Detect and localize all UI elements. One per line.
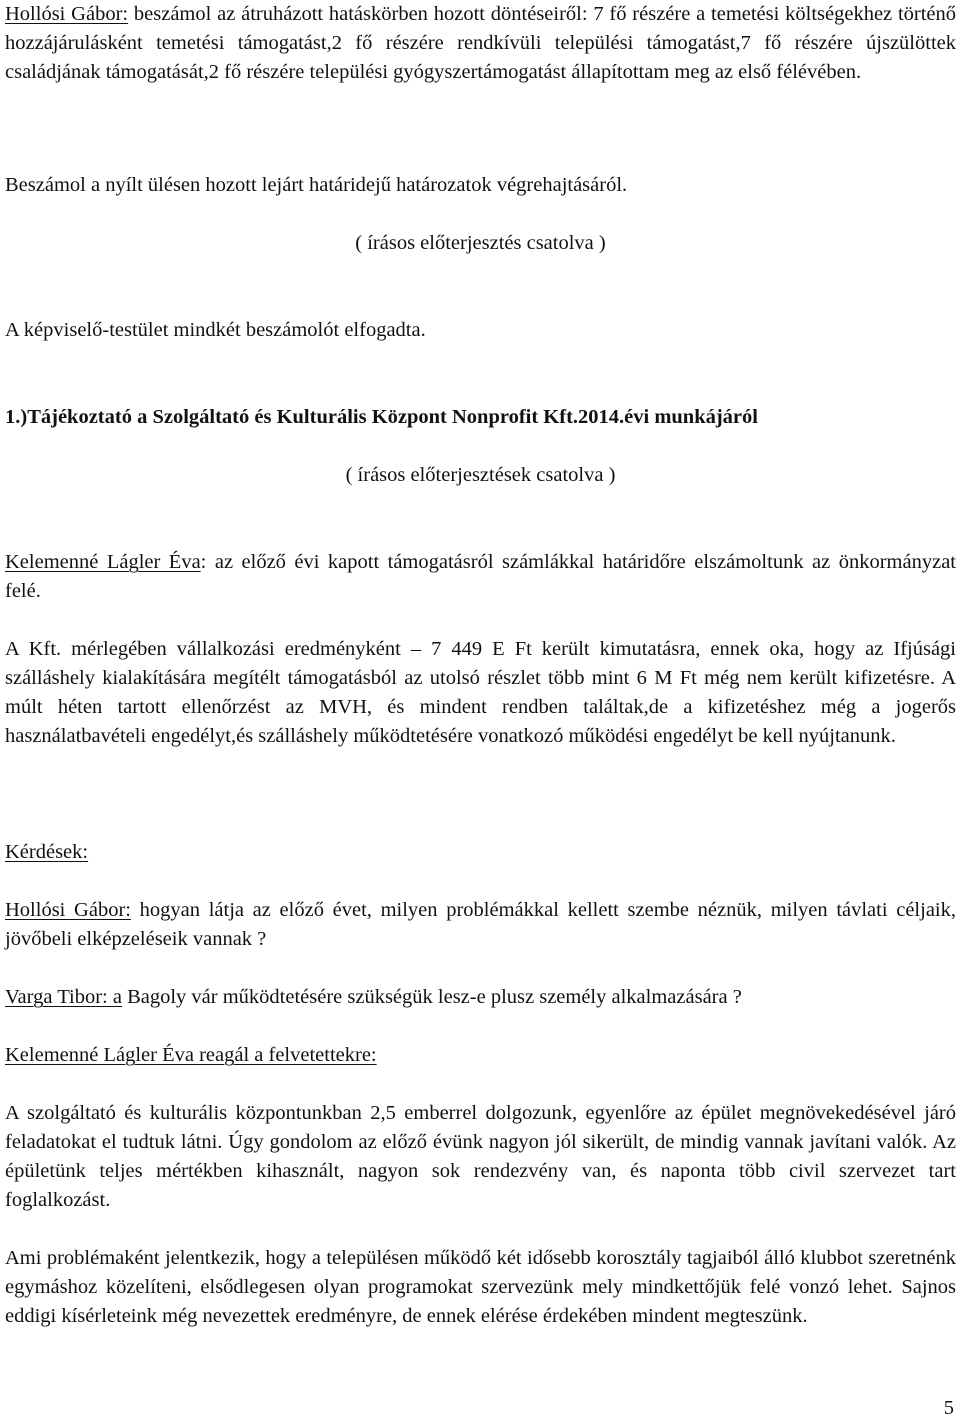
financial-paragraph: A Kft. mérlegében vállalkozási eredményként – 7 449 E Ft került kimutatásra, ennek oka, hogy az Ifjúsági szálláshely kialakítására megítélt támogatásból az utolsó részlet több mint 6 M Ft még nem került kifizetésre. A múlt héten tartott ellenőrzést az MVH, és mindent rendben találtak,de a kifizetéshez még a jogerős használatbavételi engedélyt,és szálláshely működtetésére vonatkozó működési engedélyt be kell nyújtanunk. xyxy=(5,638,956,747)
speaker-name: Hollósi Gábor: xyxy=(5,899,131,921)
attachment-note: ( írásos előterjesztés csatolva ) xyxy=(355,232,606,254)
attachment-note: ( írásos előterjesztések csatolva ) xyxy=(345,464,616,486)
report-paragraph xyxy=(5,0,956,87)
speaker-name: Hollósi Gábor: xyxy=(5,3,129,25)
speaker-name: Varga Tibor: a xyxy=(5,986,122,1008)
decision-statement: A képviselő-testület mindkét beszámolót elfogadta. xyxy=(5,319,426,341)
speaker-name: Kelemenné Lágler Éva xyxy=(5,551,201,573)
report-intro: Beszámol a nyílt ülésen hozott lejárt határidejű határozatok végrehajtásáról. xyxy=(5,174,628,196)
paragraph-text: : az előző évi kapott támogatásról számlákkal határidőre elszámoltunk az önkormányzat felé. xyxy=(5,551,956,602)
response-paragraph: A szolgáltató és kulturális központunkban 2,5 emberrel dolgozunk, egyenlőre az épület megnövekedésével járó feladatokat el tudtuk látni. Úgy gondolom az előző évünk nagyon jól sikerült, de mindig vannak javítani valók. Az épületünk teljes mértékben kihasznált, nagyon sok rendezvény van, és naponta több civil szervezet tart foglalkozást. xyxy=(5,1102,956,1211)
paragraph-text: Bagoly vár működtetésére szükségük lesz-e plusz személy alkalmazására ? xyxy=(121,986,742,1008)
response-heading: Kelemenné Lágler Éva reagál a felvetettekre: xyxy=(5,1044,377,1066)
question-paragraph xyxy=(5,983,956,1012)
agenda-heading: 1.)Tájékoztató a Szolgáltató és Kulturális Központ Nonprofit Kft.2014.évi munkájáról xyxy=(5,406,758,428)
statement-paragraph xyxy=(5,548,956,606)
paragraph-text: hogyan látja az előző évet, milyen problémákkal kellett szembe néznük, milyen távlati céljaik, jövőbeli elképzeléseik vannak ? xyxy=(5,899,956,950)
questions-heading: Kérdések: xyxy=(5,841,89,863)
response-heading-wrap xyxy=(5,1041,956,1070)
document-page xyxy=(5,0,956,1424)
response-paragraph: Ami problémaként jelentkezik, hogy a településen működő két idősebb korosztály tagjaiból álló klubbot szeretnénk egymáshoz közelíteni, elsődlegesen olyan programokat szervezünk mely mindkettőjük felé vonzó lehet. Sajnos eddigi kísérleteink még nevezettek eredményre, de ennek elérése érdekében mindent megteszünk. xyxy=(5,1247,956,1327)
question-paragraph xyxy=(5,896,956,954)
paragraph-text: beszámol az átruházott hatáskörben hozott döntéseiről: 7 fő részére a temetési költségekhez történő hozzájárulásként temetési támogatást,2 fő részére rendkívüli települési támogatást,7 fő részére újszülöttek családjának támogatását,2 fő részére települési gyógyszertámogatást állapítottam meg az első félévében. xyxy=(5,3,957,83)
page-number: 5 xyxy=(943,1397,954,1419)
questions-heading-wrap xyxy=(5,838,956,867)
